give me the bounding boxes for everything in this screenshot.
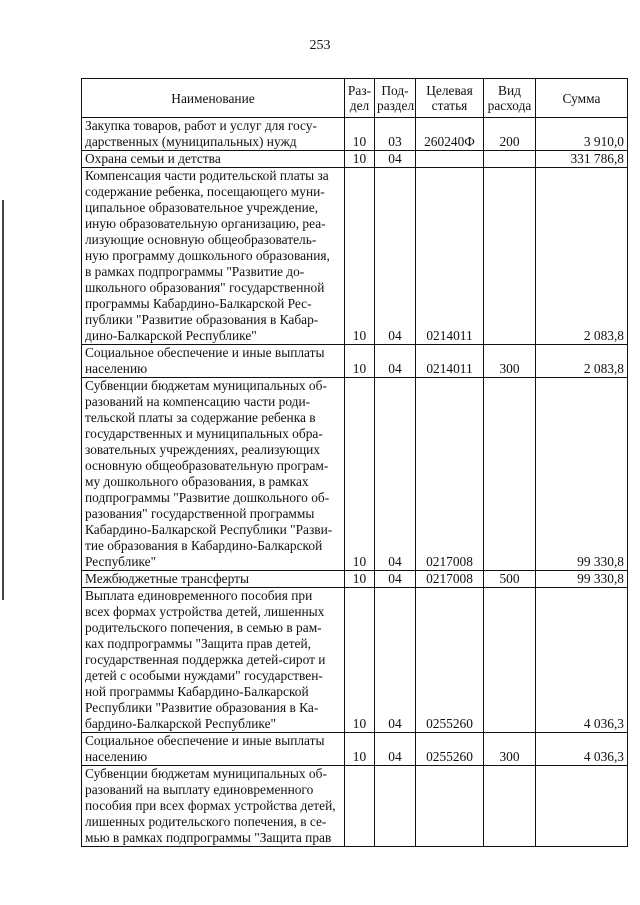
cell-target: 260240Ф xyxy=(416,118,484,151)
cell-name-line: детей с особыми нуждами" государствен- xyxy=(85,668,323,683)
header-expense xyxy=(484,79,536,118)
cell-name-line: Компенсация части родительской платы за xyxy=(85,168,329,183)
cell-name xyxy=(82,151,345,168)
header-section xyxy=(345,79,375,118)
cell-name-line: основную общеобразовательную програм- xyxy=(85,458,329,473)
cell-target: 0255260 xyxy=(416,588,484,733)
cell-name-line: всех формах устройства детей, лишенных xyxy=(85,604,325,619)
cell-name xyxy=(82,588,345,733)
cell-target xyxy=(416,151,484,168)
cell-name-line: населению xyxy=(85,749,148,764)
cell-name-line: ную программу дошкольного образования, xyxy=(85,248,330,263)
cell-name-line: лишенных родительского попечения, в се- xyxy=(85,814,327,829)
cell-name-line: Республики "Развитие образования в Ка- xyxy=(85,700,319,715)
cell-sum: 3 910,0 xyxy=(536,118,628,151)
table-row xyxy=(82,151,628,168)
cell-expense: 300 xyxy=(484,733,536,766)
cell-subsection: 04 xyxy=(375,151,416,168)
cell-name-line: Субвенции бюджетам муниципальных об- xyxy=(85,378,327,393)
cell-expense xyxy=(484,378,536,571)
cell-name-line: ципальное образовательное учреждение, xyxy=(85,200,319,215)
cell-name-line: программы Кабардино-Балкарской Рес- xyxy=(85,296,312,311)
cell-expense: 200 xyxy=(484,118,536,151)
cell-subsection xyxy=(375,766,416,847)
cell-expense xyxy=(484,766,536,847)
cell-section: 10 xyxy=(345,151,375,168)
cell-subsection: 04 xyxy=(375,345,416,378)
cell-section xyxy=(345,766,375,847)
cell-name-line: мью в рамках подпрограммы "Защита прав xyxy=(85,830,332,845)
cell-name-line: содержание ребенка, посещающего муни- xyxy=(85,184,325,199)
cell-name-line: разований на выплату единовременного xyxy=(85,782,314,797)
cell-section: 10 xyxy=(345,571,375,588)
header-name: Наименование xyxy=(82,79,345,118)
cell-name-line: Выплата единовременного пособия при xyxy=(85,588,313,603)
cell-sum xyxy=(536,766,628,847)
cell-section: 10 xyxy=(345,588,375,733)
cell-sum: 99 330,8 xyxy=(536,378,628,571)
cell-name-line: ной программы Кабардино-Балкарской xyxy=(85,684,309,699)
cell-name-line: иную образовательную организацию, реа- xyxy=(85,216,326,231)
cell-name-line: в рамках подпрограммы "Развитие до- xyxy=(85,264,305,279)
cell-name xyxy=(82,118,345,151)
cell-name-line: государственная поддержка детей-сирот и xyxy=(85,652,326,667)
cell-name-line: Социальное обеспечение и иные выплаты xyxy=(85,733,325,748)
cell-name-line: дарственных (муниципальных) нужд xyxy=(85,134,297,149)
cell-name-line: Межбюджетные трансферты xyxy=(85,571,249,586)
cell-section: 10 xyxy=(345,733,375,766)
cell-target: 0255260 xyxy=(416,733,484,766)
cell-expense xyxy=(484,168,536,345)
table-row xyxy=(82,766,628,847)
cell-name-line: зовательных учреждениях, реализующих xyxy=(85,442,320,457)
cell-name-line: разования" государственной программы xyxy=(85,506,315,521)
header-target xyxy=(416,79,484,118)
cell-name-line: разований на компенсацию части роди- xyxy=(85,394,311,409)
cell-sum: 2 083,8 xyxy=(536,168,628,345)
header-target-line-2: статья xyxy=(431,98,468,113)
cell-name-line: государственных и муниципальных обра- xyxy=(85,426,323,441)
header-subsection-line-1: Под- xyxy=(381,83,409,98)
budget-table xyxy=(81,78,628,847)
page-number: 253 xyxy=(309,38,331,53)
cell-sum: 99 330,8 xyxy=(536,571,628,588)
table-row xyxy=(82,588,628,733)
table-body xyxy=(82,118,628,847)
table-header-row xyxy=(82,79,628,118)
cell-name-line: ках подпрограммы "Защита прав детей, xyxy=(85,636,311,651)
cell-subsection: 04 xyxy=(375,378,416,571)
cell-name-line: тие образования в Кабардино-Балкарской xyxy=(85,538,323,553)
cell-target xyxy=(416,766,484,847)
cell-sum: 4 036,3 xyxy=(536,733,628,766)
header-sum: Сумма xyxy=(536,79,628,118)
header-target-line-1: Целевая xyxy=(426,83,473,98)
cell-name-line: родительского попечения, в семью в рам- xyxy=(85,620,322,635)
cell-sum: 4 036,3 xyxy=(536,588,628,733)
cell-name xyxy=(82,345,345,378)
table-row xyxy=(82,571,628,588)
cell-name-line: Кабардино-Балкарской Республики "Разви- xyxy=(85,522,333,537)
cell-target: 0217008 xyxy=(416,571,484,588)
cell-section: 10 xyxy=(345,378,375,571)
cell-sum: 331 786,8 xyxy=(536,151,628,168)
cell-section: 10 xyxy=(345,118,375,151)
cell-name-line: подпрограммы "Развитие дошкольного об- xyxy=(85,490,330,505)
table-row xyxy=(82,118,628,151)
cell-name-line: бардино-Балкарской Республике" xyxy=(85,716,277,731)
cell-subsection: 04 xyxy=(375,588,416,733)
cell-expense: 300 xyxy=(484,345,536,378)
cell-section: 10 xyxy=(345,345,375,378)
table-row xyxy=(82,345,628,378)
cell-name-line: Субвенции бюджетам муниципальных об- xyxy=(85,766,327,781)
cell-target: 0214011 xyxy=(416,345,484,378)
cell-subsection: 04 xyxy=(375,168,416,345)
table-row xyxy=(82,168,628,345)
cell-name-line: Социальное обеспечение и иные выплаты xyxy=(85,345,325,360)
cell-name xyxy=(82,378,345,571)
cell-name xyxy=(82,168,345,345)
cell-name-line: Закупка товаров, работ и услуг для госу- xyxy=(85,118,317,133)
cell-subsection: 04 xyxy=(375,571,416,588)
scan-edge-mark xyxy=(2,200,4,600)
cell-name-line: дино-Балкарской Республике" xyxy=(85,328,257,343)
cell-subsection: 03 xyxy=(375,118,416,151)
cell-name-line: лизующие основную общеобразователь- xyxy=(85,232,317,247)
header-subsection xyxy=(375,79,416,118)
cell-name-line: Республике" xyxy=(85,554,157,569)
cell-name-line: школьного образования" государственной xyxy=(85,280,325,295)
cell-name xyxy=(82,766,345,847)
cell-subsection: 04 xyxy=(375,733,416,766)
header-subsection-line-2: раздел xyxy=(377,98,415,113)
cell-target: 0214011 xyxy=(416,168,484,345)
cell-name-line: Охрана семьи и детства xyxy=(85,151,221,166)
cell-name-line: тельской платы за содержание ребенка в xyxy=(85,410,316,425)
cell-expense: 500 xyxy=(484,571,536,588)
cell-expense xyxy=(484,588,536,733)
cell-section: 10 xyxy=(345,168,375,345)
table-row xyxy=(82,378,628,571)
cell-target: 0217008 xyxy=(416,378,484,571)
header-section-line-1: Раз- xyxy=(347,83,372,98)
table-row xyxy=(82,733,628,766)
cell-name-line: публики "Развитие образования в Кабар- xyxy=(85,312,319,327)
cell-sum: 2 083,8 xyxy=(536,345,628,378)
cell-name-line: пособия при всех формах устройства детей, xyxy=(85,798,336,813)
header-expense-line-1: Вид xyxy=(498,83,521,98)
header-expense-line-2: расхода xyxy=(487,98,532,113)
cell-expense xyxy=(484,151,536,168)
cell-name xyxy=(82,571,345,588)
cell-name-line: населению xyxy=(85,361,148,376)
cell-name xyxy=(82,733,345,766)
cell-name-line: му дошкольного образования, в рамках xyxy=(85,474,309,489)
header-section-line-2: дел xyxy=(349,98,370,113)
